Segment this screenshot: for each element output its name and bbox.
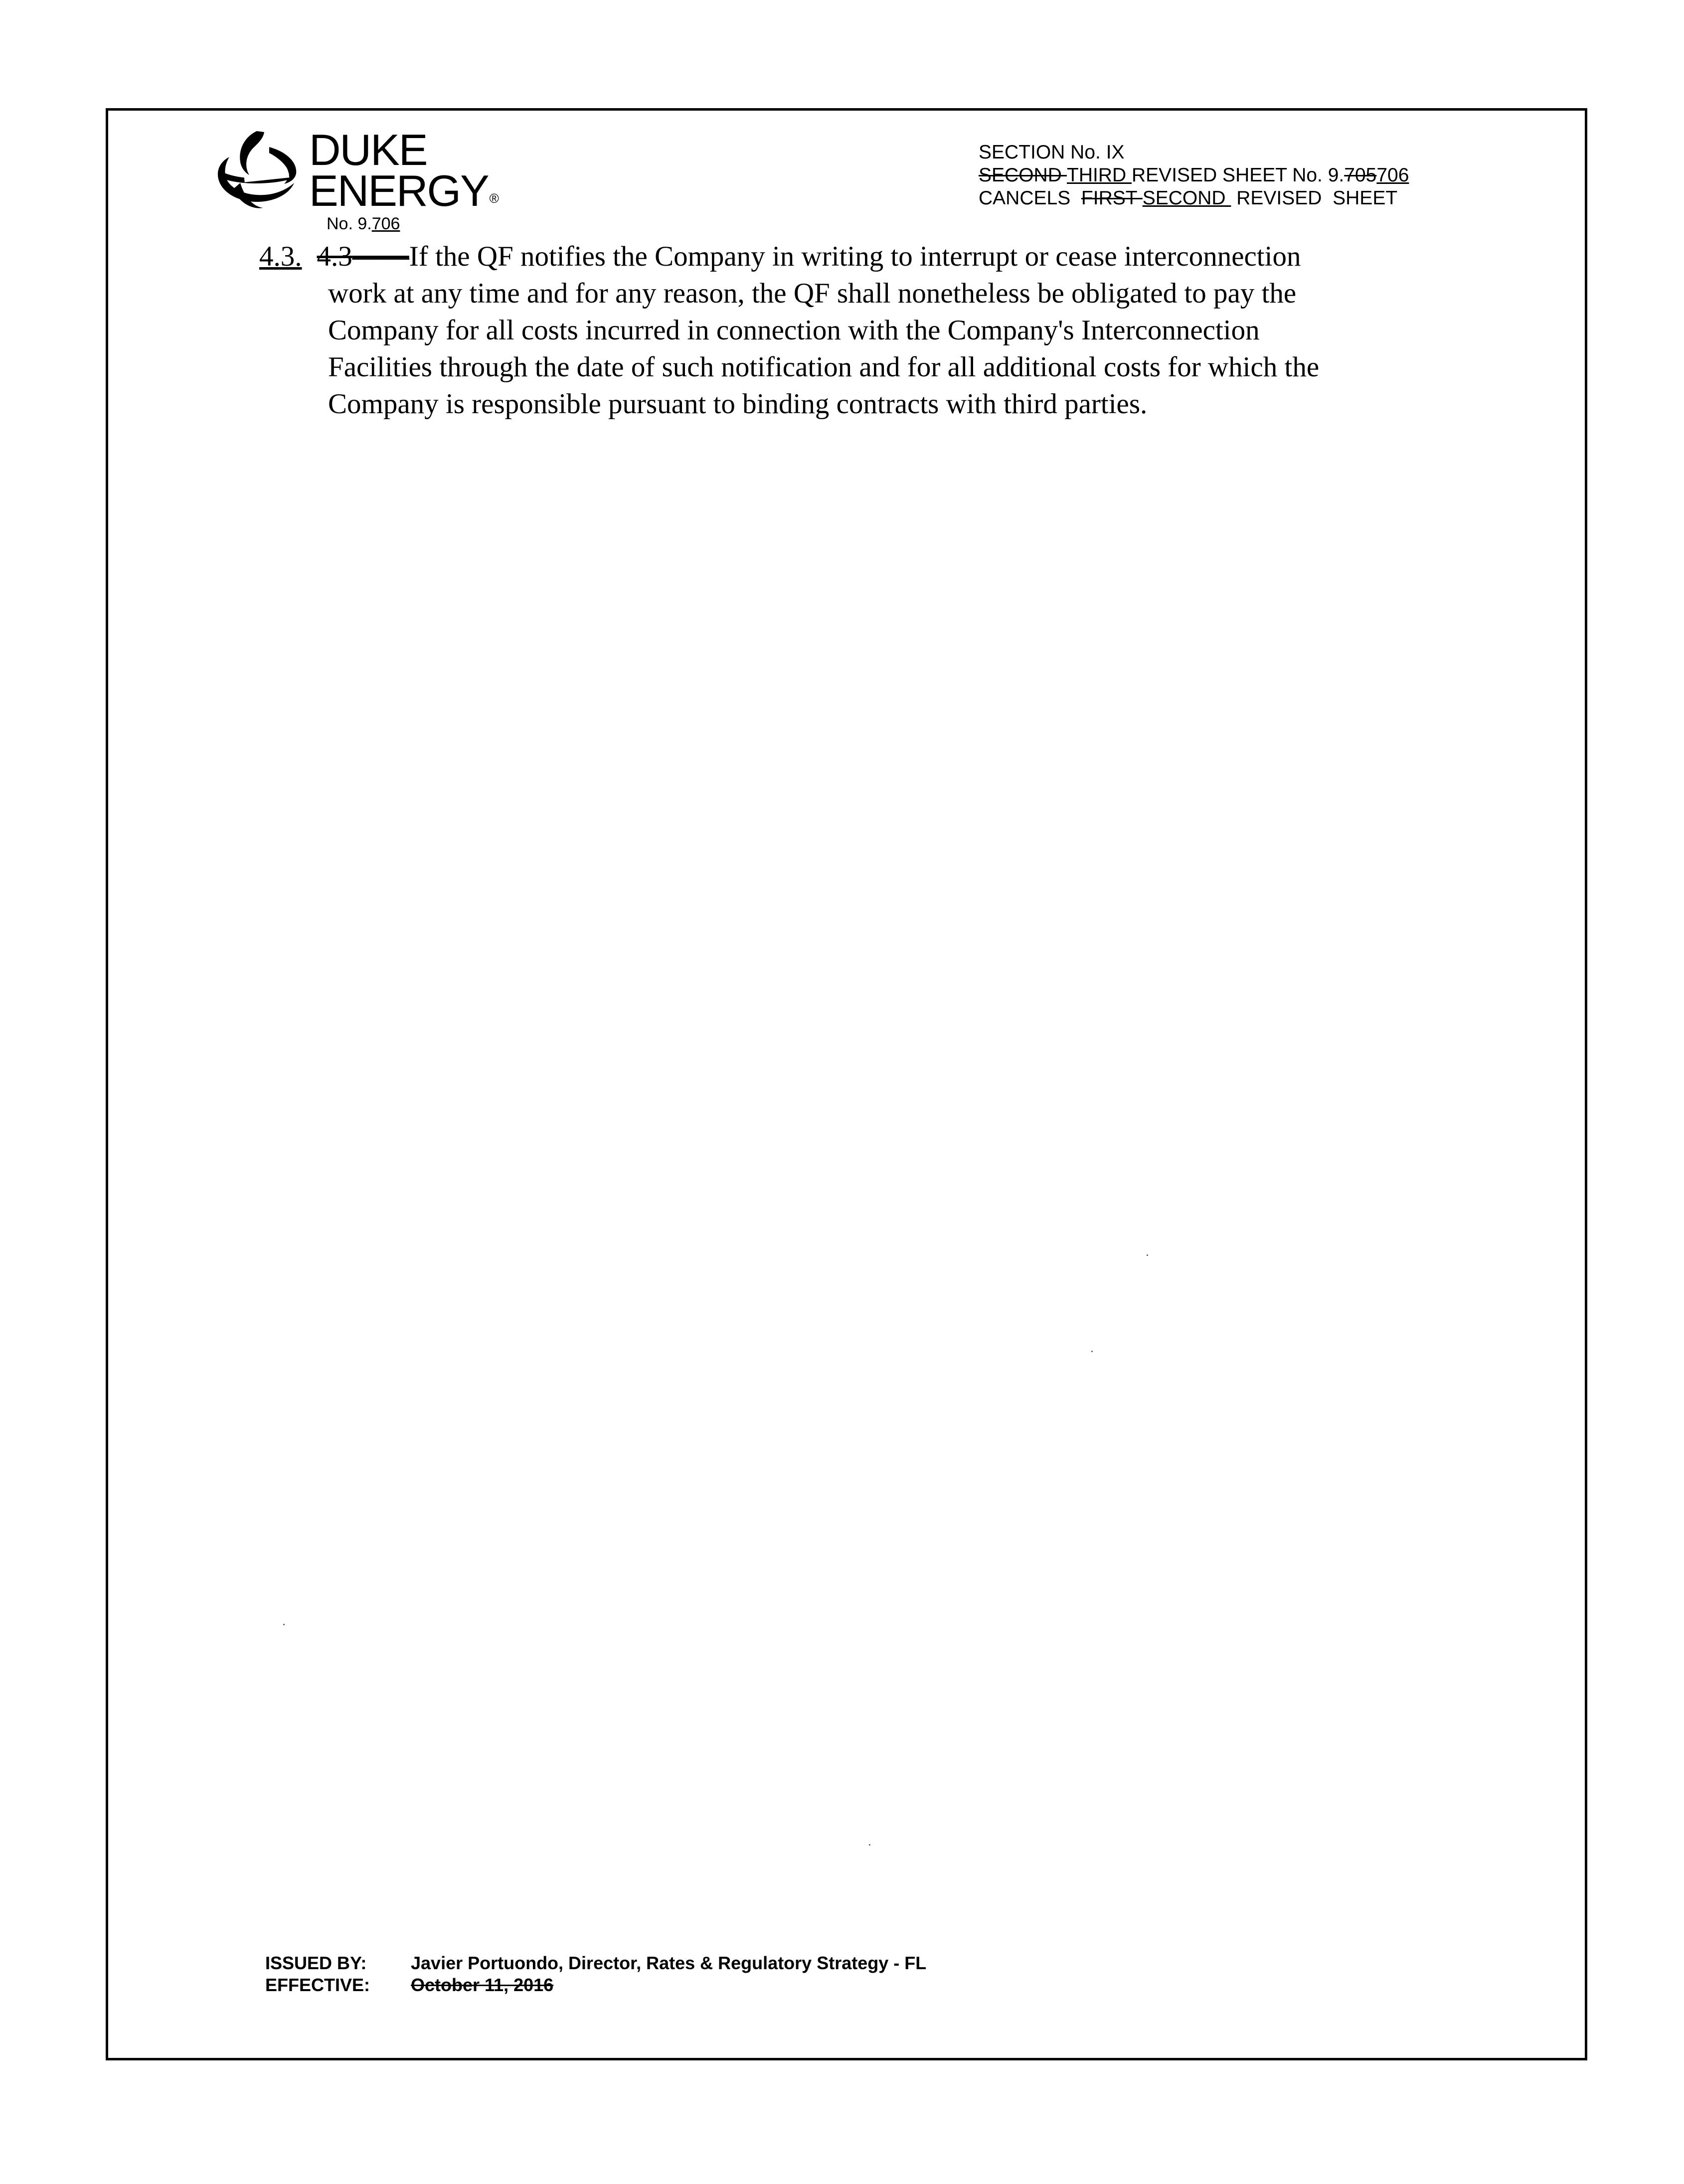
logo-sheet-prefix: No. 9. xyxy=(327,214,372,233)
logo-word-duke: DUKE xyxy=(309,125,427,174)
duke-energy-logo xyxy=(209,125,498,227)
cancels-suffix: REVISED SHEET xyxy=(1231,187,1398,209)
provision-line-2: work at any time and for any reason, the QF shall nonetheless be obligated to pay the xyxy=(328,278,1297,309)
issued-by-value: Javier Portuondo, Director, Rates & Regulatory Strategy - FL xyxy=(411,1953,927,1973)
provision-4-3 xyxy=(259,238,1466,423)
effective-date-deleted: October 11, 2016 xyxy=(411,1975,554,1995)
revised-deleted-word: SECOND xyxy=(979,164,1067,186)
effective-line xyxy=(265,1974,926,1996)
issued-by-line xyxy=(265,1952,926,1974)
logo-sheet-number xyxy=(327,215,400,232)
cancels-line xyxy=(979,187,1409,210)
scan-speck xyxy=(1147,1254,1148,1256)
revised-text: REVISED SHEET No. 9. xyxy=(1132,164,1345,186)
scan-speck xyxy=(869,1844,870,1846)
provision-line-4: Facilities through the date of such notification and for all additional costs for which the xyxy=(328,351,1320,383)
revised-deleted-number: 705 xyxy=(1344,164,1377,186)
provision-number-inserted: 4.3. xyxy=(259,241,302,272)
issued-by-label: ISSUED BY: xyxy=(265,1953,367,1973)
provision-number-deleted: 4.3 xyxy=(317,241,352,272)
scan-speck xyxy=(1091,1351,1093,1352)
provision-line-3: Company for all costs incurred in connection with the Company's Interconnection xyxy=(328,314,1260,346)
revised-inserted-word: THIRD xyxy=(1067,164,1132,186)
duke-energy-logo-icon xyxy=(209,127,304,212)
cancels-inserted-word: SECOND xyxy=(1142,187,1231,209)
sheet-header xyxy=(979,141,1409,210)
provision-dash-deleted: —— xyxy=(352,241,409,272)
provision-line-1 xyxy=(259,238,1466,275)
cancels-prefix: CANCELS xyxy=(979,187,1081,209)
logo-word-energy-text: ENERGY xyxy=(309,166,489,215)
provision-line-5: Company is responsible pursuant to binding contracts with third parties. xyxy=(328,388,1148,420)
registered-mark: ® xyxy=(489,191,498,206)
revised-inserted-number: 706 xyxy=(1376,164,1409,186)
scan-speck xyxy=(283,1624,285,1625)
sheet-footer xyxy=(265,1952,926,1996)
revised-sheet-line xyxy=(979,164,1409,187)
cancels-deleted-word: FIRST xyxy=(1081,187,1143,209)
logo-word-energy xyxy=(309,166,498,215)
provision-text-line: If the QF notifies the Company in writing to interrupt or cease interconnection xyxy=(409,241,1301,272)
logo-sheet-inserted-number: 706 xyxy=(371,214,400,233)
section-line: SECTION No. IX xyxy=(979,142,1125,163)
effective-label: EFFECTIVE: xyxy=(265,1975,370,1995)
